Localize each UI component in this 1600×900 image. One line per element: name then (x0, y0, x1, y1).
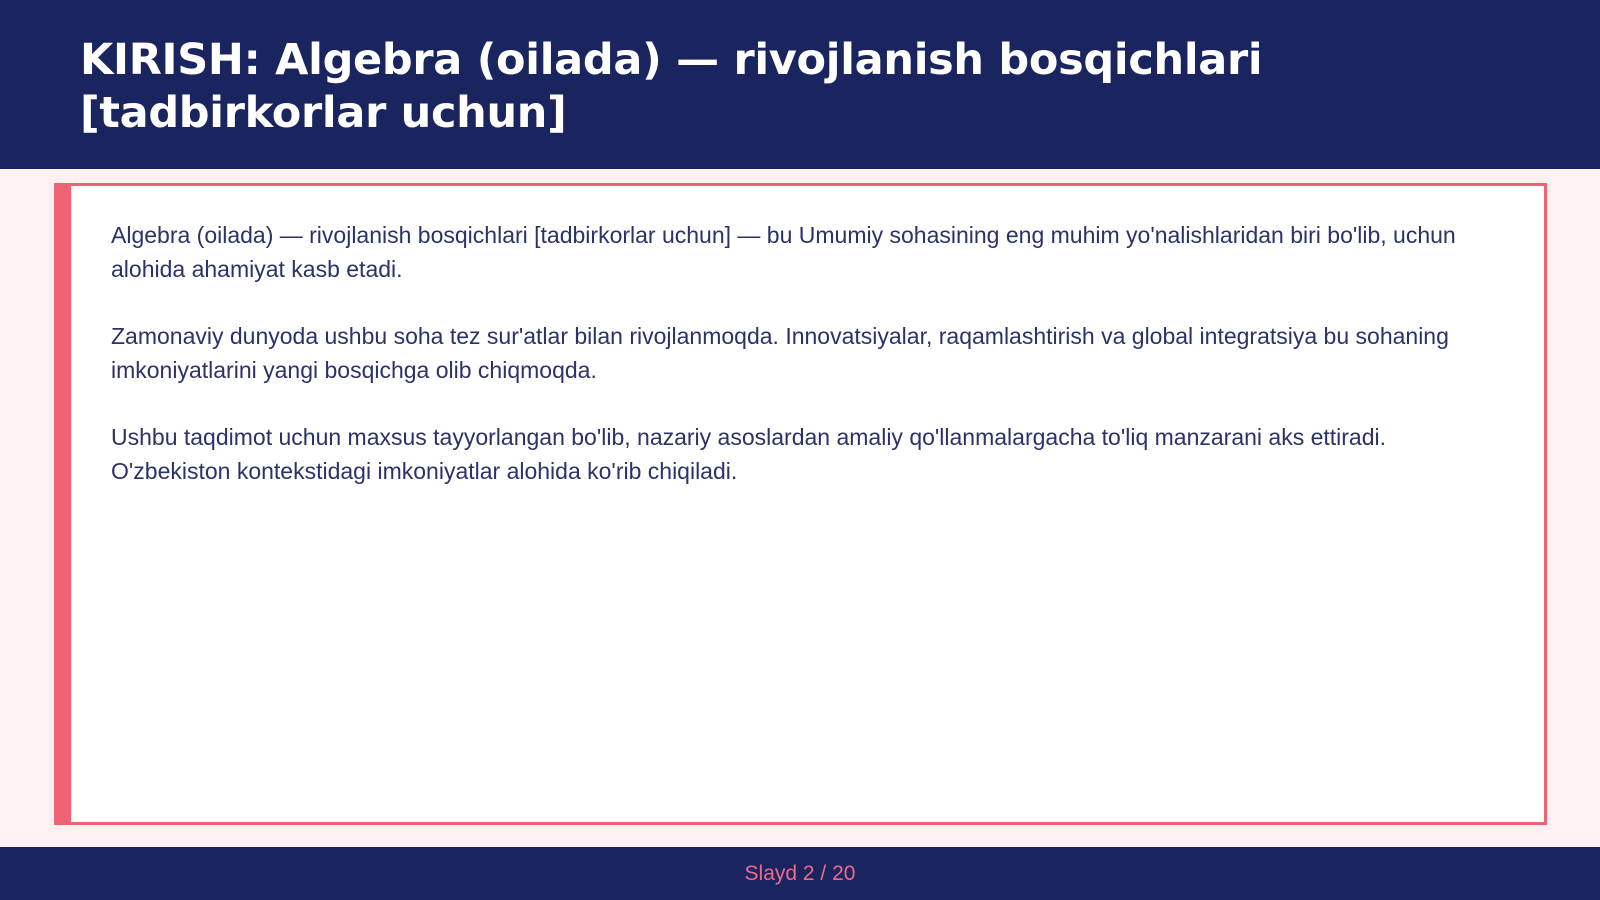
content-card (54, 183, 1547, 825)
slide-title: KIRISH: Algebra (oilada) — rivojlanish bosqichlari [tadbirkorlar uchun] (80, 35, 1263, 138)
slide-header (0, 0, 1600, 169)
slide-footer (0, 847, 1600, 900)
context-paragraph: Zamonaviy dunyoda ushbu soha tez sur'atlar bilan rivojlanmoqda. Innovatsiyalar, raqamlashtirish va global integratsiya bu sohaning imkoniyatlarini yangi bosqichga olib chiqmoqda. (111, 323, 1449, 383)
purpose-paragraph: Ushbu taqdimot uchun maxsus tayyorlangan bo'lib, nazariy asoslardan amaliy qo'llanmalargacha to'liq manzarani aks ettiradi. O'zbekiston kontekstidagi imkoniyatlar alohida ko'rib chiqiladi. (111, 424, 1387, 484)
slide-counter: Slayd 2 / 20 (744, 861, 856, 885)
intro-paragraph: Algebra (oilada) — rivojlanish bosqichlari [tadbirkorlar uchun] — bu Umumiy sohasining eng muhim yo'nalishlaridan biri bo'lib, uchun alohida ahamiyat kasb etadi. (111, 222, 1456, 282)
